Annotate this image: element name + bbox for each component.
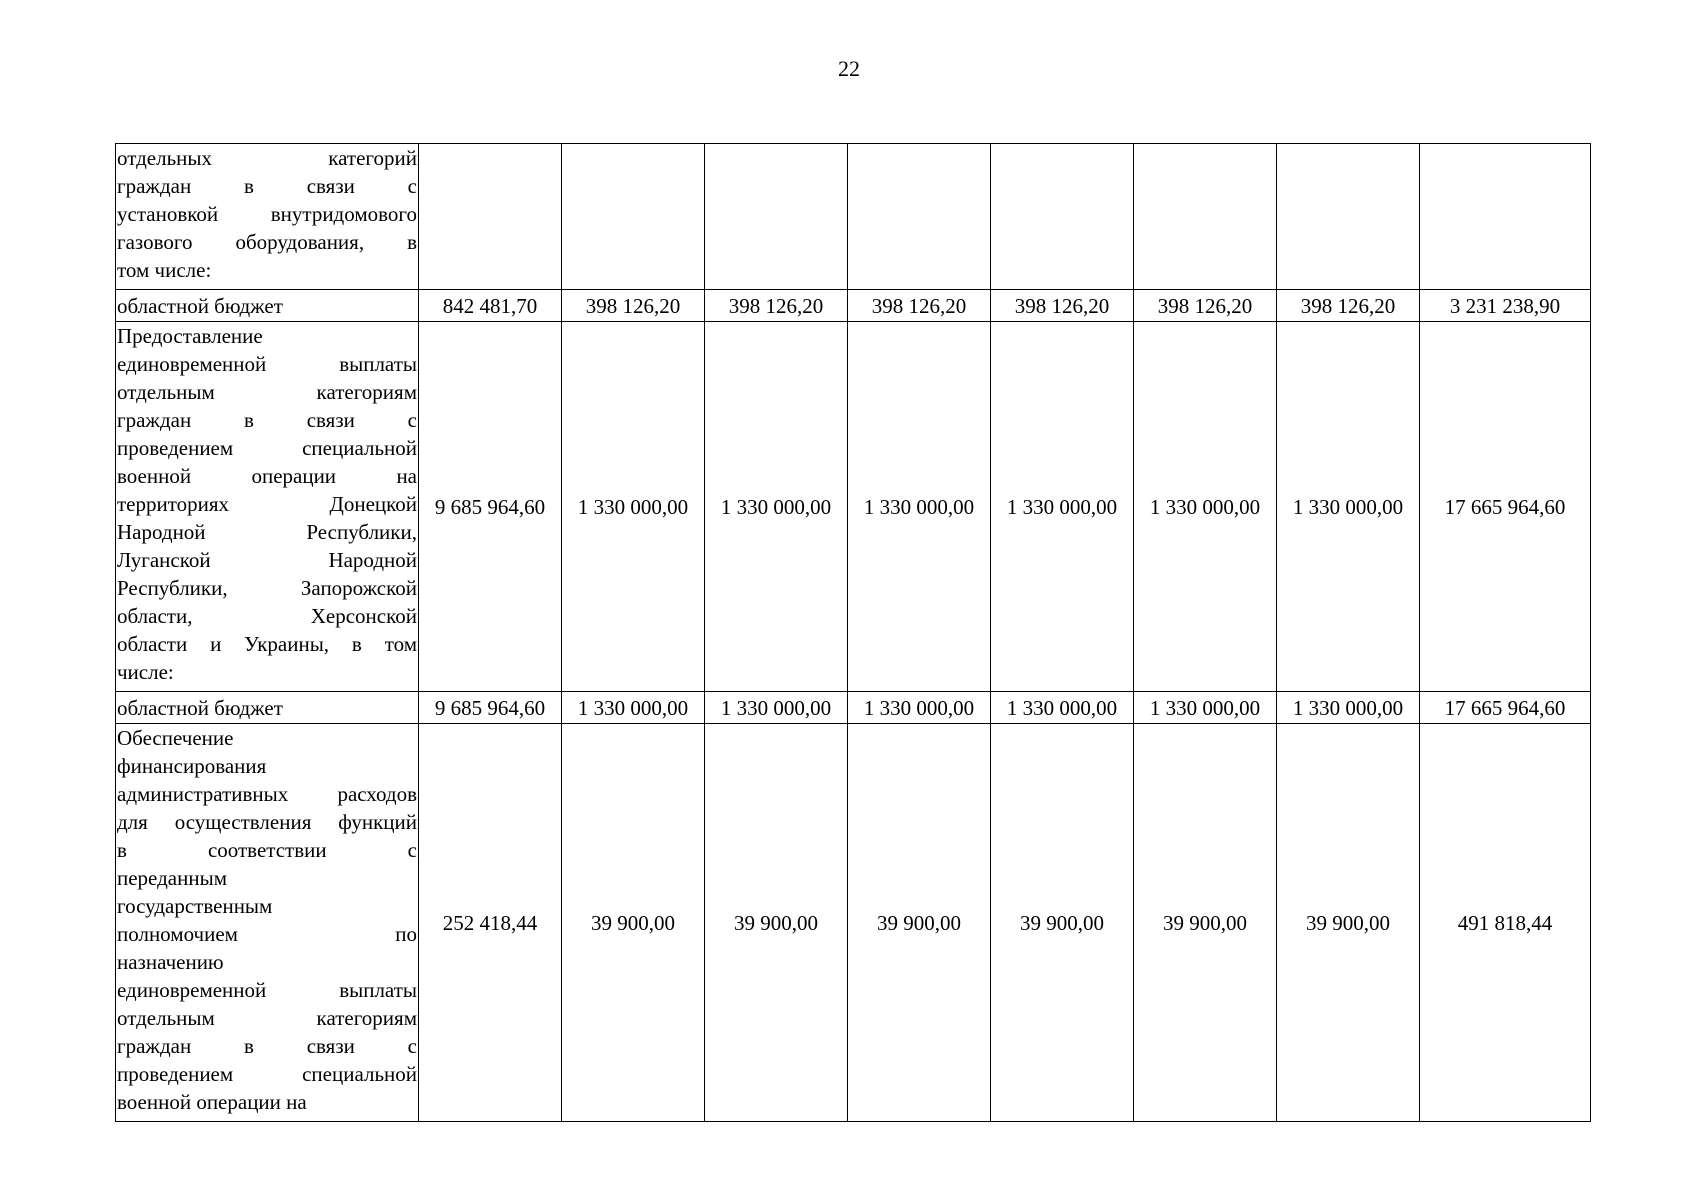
description-line: единовременной выплаты <box>117 978 417 1002</box>
value-cell: 39 900,00 <box>705 724 848 1122</box>
total-cell: 3 231 238,90 <box>1420 290 1591 322</box>
description-line: административных расходов <box>117 782 417 806</box>
value-cell <box>1277 144 1420 290</box>
description-line: Луганской Народной <box>117 548 417 572</box>
description-line: отдельных категорий <box>117 146 417 170</box>
value-cell: 398 126,20 <box>848 290 991 322</box>
table-body <box>116 144 1591 1122</box>
value-cell <box>562 144 705 290</box>
value-cell: 39 900,00 <box>562 724 705 1122</box>
description-line: военной операции на <box>117 1090 307 1114</box>
description-line: для осуществления функций <box>117 810 417 834</box>
table-row <box>116 692 1591 724</box>
description-line: переданным <box>117 866 227 890</box>
value-cell: 1 330 000,00 <box>1134 322 1277 692</box>
description-line: единовременной выплаты <box>117 352 417 376</box>
value-cell: 9 685 964,60 <box>419 692 562 724</box>
description-line: Предоставление <box>117 324 263 348</box>
value-cell: 1 330 000,00 <box>705 322 848 692</box>
description-line: проведением специальной <box>117 436 417 460</box>
value-cell: 9 685 964,60 <box>419 322 562 692</box>
value-cell: 398 126,20 <box>991 290 1134 322</box>
value-cell: 1 330 000,00 <box>991 692 1134 724</box>
description-line: государственным <box>117 894 273 918</box>
total-cell: 17 665 964,60 <box>1420 322 1591 692</box>
value-cell: 1 330 000,00 <box>562 692 705 724</box>
table-row <box>116 724 1591 1122</box>
value-cell: 398 126,20 <box>1134 290 1277 322</box>
value-cell: 252 418,44 <box>419 724 562 1122</box>
value-cell: 1 330 000,00 <box>991 322 1134 692</box>
description-line: назначению <box>117 950 224 974</box>
description-line: Народной Республики, <box>117 520 417 544</box>
description-line: газового оборудования, в <box>117 230 417 254</box>
description-line: граждан в связи с <box>117 408 417 432</box>
description-line: финансирования <box>117 754 267 778</box>
total-cell: 17 665 964,60 <box>1420 692 1591 724</box>
description-line: установкой внутридомового <box>117 202 417 226</box>
description-line: полномочием по <box>117 922 417 946</box>
description-line: военной операции на <box>117 464 417 488</box>
description-line: отдельным категориям <box>117 1006 417 1030</box>
description-line: том числе: <box>117 258 212 282</box>
row-description <box>116 322 419 692</box>
row-description <box>116 692 419 724</box>
table-row <box>116 322 1591 692</box>
value-cell: 398 126,20 <box>562 290 705 322</box>
description-line: области и Украины, в том <box>117 632 417 656</box>
description-line: области, Херсонской <box>117 604 417 628</box>
value-cell <box>991 144 1134 290</box>
value-cell: 842 481,70 <box>419 290 562 322</box>
description-line: числе: <box>117 660 174 684</box>
page-number: 22 <box>838 56 860 81</box>
description-line: Республики, Запорожской <box>117 576 417 600</box>
description-line: граждан в связи с <box>117 174 417 198</box>
value-cell: 398 126,20 <box>1277 290 1420 322</box>
value-cell: 1 330 000,00 <box>705 692 848 724</box>
table-row <box>116 144 1591 290</box>
value-cell: 39 900,00 <box>991 724 1134 1122</box>
total-cell <box>1420 144 1591 290</box>
value-cell: 39 900,00 <box>1277 724 1420 1122</box>
value-cell: 1 330 000,00 <box>848 692 991 724</box>
value-cell: 1 330 000,00 <box>1277 322 1420 692</box>
value-cell <box>419 144 562 290</box>
row-description <box>116 724 419 1122</box>
value-cell: 1 330 000,00 <box>1134 692 1277 724</box>
row-description <box>116 290 419 322</box>
value-cell: 398 126,20 <box>705 290 848 322</box>
table-row <box>116 290 1591 322</box>
description-line: областной бюджет <box>117 695 283 720</box>
value-cell <box>848 144 991 290</box>
value-cell: 1 330 000,00 <box>1277 692 1420 724</box>
value-cell <box>705 144 848 290</box>
description-line: Обеспечение <box>117 726 234 750</box>
row-description <box>116 144 419 290</box>
total-cell: 491 818,44 <box>1420 724 1591 1122</box>
value-cell <box>1134 144 1277 290</box>
budget-table <box>115 143 1591 1122</box>
value-cell: 1 330 000,00 <box>848 322 991 692</box>
description-line: областной бюджет <box>117 293 283 318</box>
description-line: проведением специальной <box>117 1062 417 1086</box>
description-line: отдельным категориям <box>117 380 417 404</box>
value-cell: 1 330 000,00 <box>562 322 705 692</box>
description-line: территориях Донецкой <box>117 492 417 516</box>
description-line: в соответствии с <box>117 838 417 862</box>
value-cell: 39 900,00 <box>848 724 991 1122</box>
value-cell: 39 900,00 <box>1134 724 1277 1122</box>
description-line: граждан в связи с <box>117 1034 417 1058</box>
